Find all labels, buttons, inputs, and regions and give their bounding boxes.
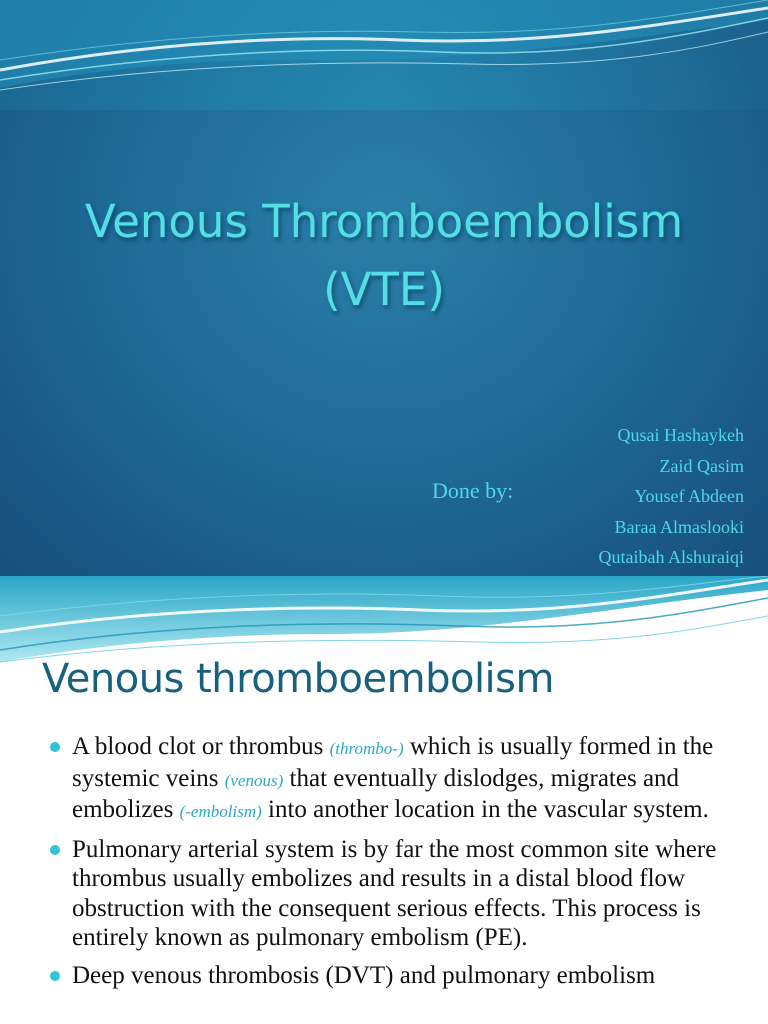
decorative-waves-top [0, 0, 768, 110]
done-by-label: Done by: [432, 478, 514, 503]
author-name: Zaid Qasim [659, 455, 744, 476]
author-name: Baraa Almaslooki [614, 516, 744, 537]
author-list [599, 420, 744, 573]
bullet-list [50, 732, 750, 998]
slide-title-line1: Venous Thromboembolism [84, 195, 684, 248]
slide-title-line2: (VTE) [323, 263, 445, 316]
bullet-item: Deep venous thrombosis (DVT) and pulmonary embolism [50, 961, 750, 991]
author-name: Qutaibah Alshuraiqi [598, 547, 744, 567]
bullet-item: Pulmonary arterial system is by far the most common site where thrombus usually embolizes and results in a distal blood flow obstruction with the consequent serious effects. This process is entirely known as pulmonary embolism (PE). [50, 835, 750, 953]
bullet-dot-icon [50, 845, 60, 855]
slide-title [0, 188, 768, 324]
bullet-item: A blood clot or thrombus (thrombo-) which is usually formed in the systemic veins (venous) that eventually dislodges, migrates and embolizes (-embolism) into another location in the vascular system. [50, 732, 750, 827]
decorative-waves-top [0, 576, 768, 666]
content-slide [0, 576, 768, 1024]
author-name: Qusai Hashaykeh [617, 425, 744, 445]
slide-heading: Venous thromboembolism [42, 656, 554, 702]
bullet-dot-icon [50, 971, 60, 981]
term-emphasis: (venous) [224, 770, 284, 790]
bullet-dot-icon [50, 742, 60, 752]
term-emphasis: (thrombo-) [329, 739, 404, 758]
author-name: Yousef Abdeen [634, 486, 744, 506]
term-emphasis: (-embolism) [179, 802, 262, 821]
